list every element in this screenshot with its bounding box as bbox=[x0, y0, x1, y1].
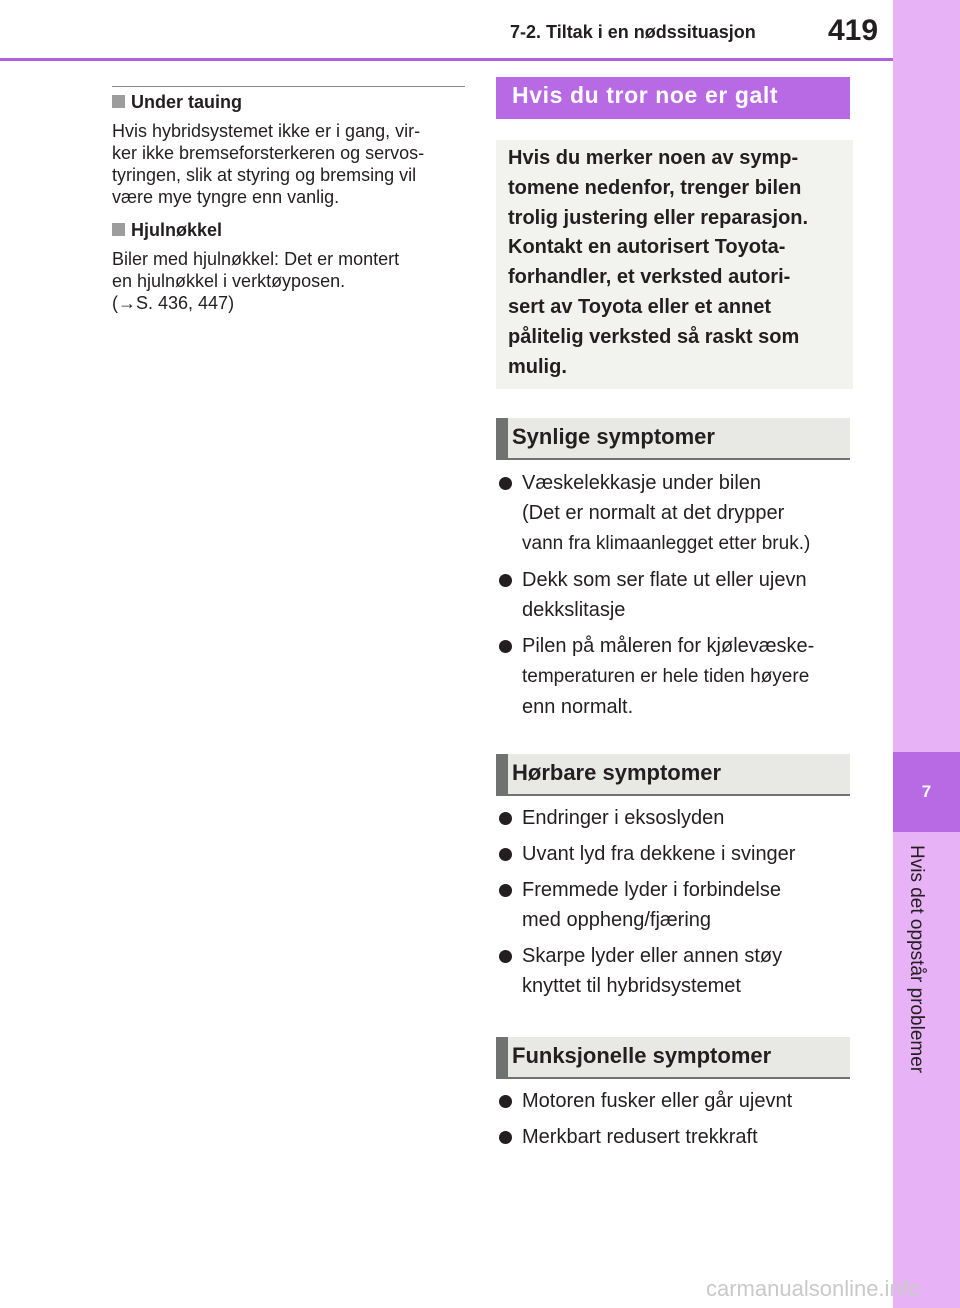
chapter-side-tab bbox=[893, 0, 960, 1308]
left-column-divider bbox=[112, 86, 465, 87]
section-title: 7-2. Tiltak i en nødssituasjon bbox=[510, 22, 756, 42]
bullet-icon bbox=[499, 1131, 512, 1144]
subheading-under-tauing: Under tauing bbox=[112, 92, 242, 113]
bullet-icon bbox=[499, 884, 512, 897]
chapter-title: Hvis det oppstår problemer bbox=[906, 845, 927, 1074]
intro-text: Hvis du merker noen av symp- tomene nedenfor, trenger bilen trolig justering eller reparasjon. Kontakt en autorisert Toyota- forhandler, et verksted autori- sert av Toyota eller et annet pålitelig verksted så raskt som mulig. bbox=[508, 147, 809, 378]
list-item: Uvant lyd fra dekkene i svinger bbox=[498, 839, 853, 869]
square-bullet-icon bbox=[112, 223, 125, 236]
intro-box bbox=[496, 140, 853, 389]
heading-funksjonelle-symptomer: Funksjonelle symptomer bbox=[496, 1037, 850, 1079]
list-horbare-symptomer bbox=[498, 803, 853, 1007]
bullet-icon bbox=[499, 812, 512, 825]
list-item: Dekk som ser flate ut eller ujevn dekkslitasje bbox=[498, 565, 853, 625]
bullet-icon bbox=[499, 950, 512, 963]
list-item: Fremmede lyder i forbindelse med oppheng/fjæring bbox=[498, 875, 853, 935]
list-item: Pilen på måleren for kjølevæske- temperaturen er hele tiden høyere enn normalt. bbox=[498, 631, 853, 722]
list-item: Væskelekkasje under bilen (Det er normalt at det drypper vann fra klimaanlegget etter bruk.) bbox=[498, 468, 853, 559]
header-divider bbox=[0, 58, 893, 61]
bullet-icon bbox=[499, 848, 512, 861]
list-item: Skarpe lyder eller annen støy knyttet til hybridsystemet bbox=[498, 941, 853, 1001]
bullet-icon bbox=[499, 477, 512, 490]
bullet-icon bbox=[499, 640, 512, 653]
watermark: carmanualsonline.info bbox=[706, 1276, 921, 1301]
section-banner-title: Hvis du tror noe er galt bbox=[496, 77, 850, 119]
paragraph-hjulnokkel: Biler med hjulnøkkel: Det er montert en hjulnøkkel i verktøyposen. (→S. 436, 447) bbox=[112, 249, 400, 313]
bullet-icon bbox=[499, 574, 512, 587]
page-number: 419 bbox=[828, 14, 879, 47]
heading-horbare-symptomer: Hørbare symptomer bbox=[496, 754, 850, 796]
paragraph-under-tauing: Hvis hybridsystemet ikke er i gang, vir- ker ikke bremseforsterkeren og servos- tyringen, slik at styring og bremsing vil være mye tyngre enn vanlig. bbox=[112, 121, 425, 207]
list-funksjonelle-symptomer bbox=[498, 1086, 853, 1158]
square-bullet-icon bbox=[112, 95, 125, 108]
heading-synlige-symptomer: Synlige symptomer bbox=[496, 418, 850, 460]
subheading-hjulnokkel: Hjulnøkkel bbox=[112, 220, 222, 241]
list-item: Endringer i eksoslyden bbox=[498, 803, 853, 833]
list-item: Merkbart redusert trekkraft bbox=[498, 1122, 853, 1152]
list-synlige-symptomer bbox=[498, 468, 853, 728]
bullet-icon bbox=[499, 1095, 512, 1108]
chapter-number: 7 bbox=[921, 782, 932, 801]
list-item: Motoren fusker eller går ujevnt bbox=[498, 1086, 853, 1116]
